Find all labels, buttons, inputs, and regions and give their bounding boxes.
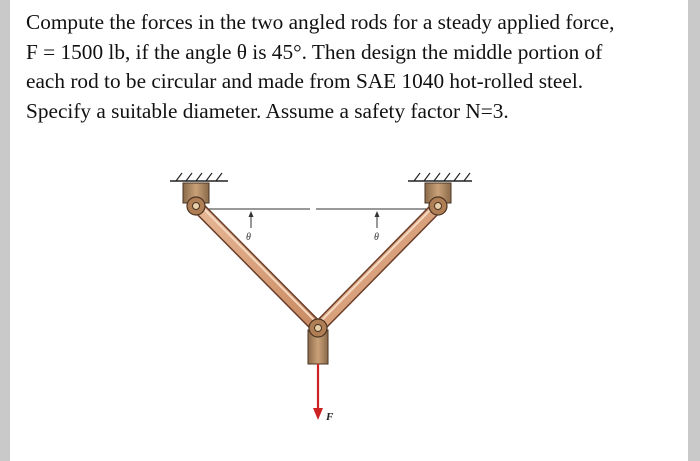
problem-line-2: F = 1500 lb, if the angle θ is 45°. Then design the middle portion of [26, 39, 603, 64]
right-ceiling-support [408, 173, 472, 181]
right-angle-label: θ [374, 232, 379, 243]
right-angle-marker [374, 211, 380, 243]
problem-line-4: Specify a suitable diameter. Assume a safety factor N=3. [26, 98, 509, 123]
problem-line-1: Compute the forces in the two angled rods for a steady applied force, [26, 10, 615, 34]
center-joint [308, 319, 328, 364]
force-arrow [313, 364, 334, 423]
problem-line-3: each rod to be circular and made from SAE 1040 hot-rolled steel. [26, 69, 584, 93]
force-label: F [326, 411, 334, 423]
left-angle-label: θ [246, 232, 251, 243]
left-ceiling-support [170, 173, 228, 181]
left-rod [197, 204, 320, 328]
left-angle-marker [246, 211, 254, 243]
